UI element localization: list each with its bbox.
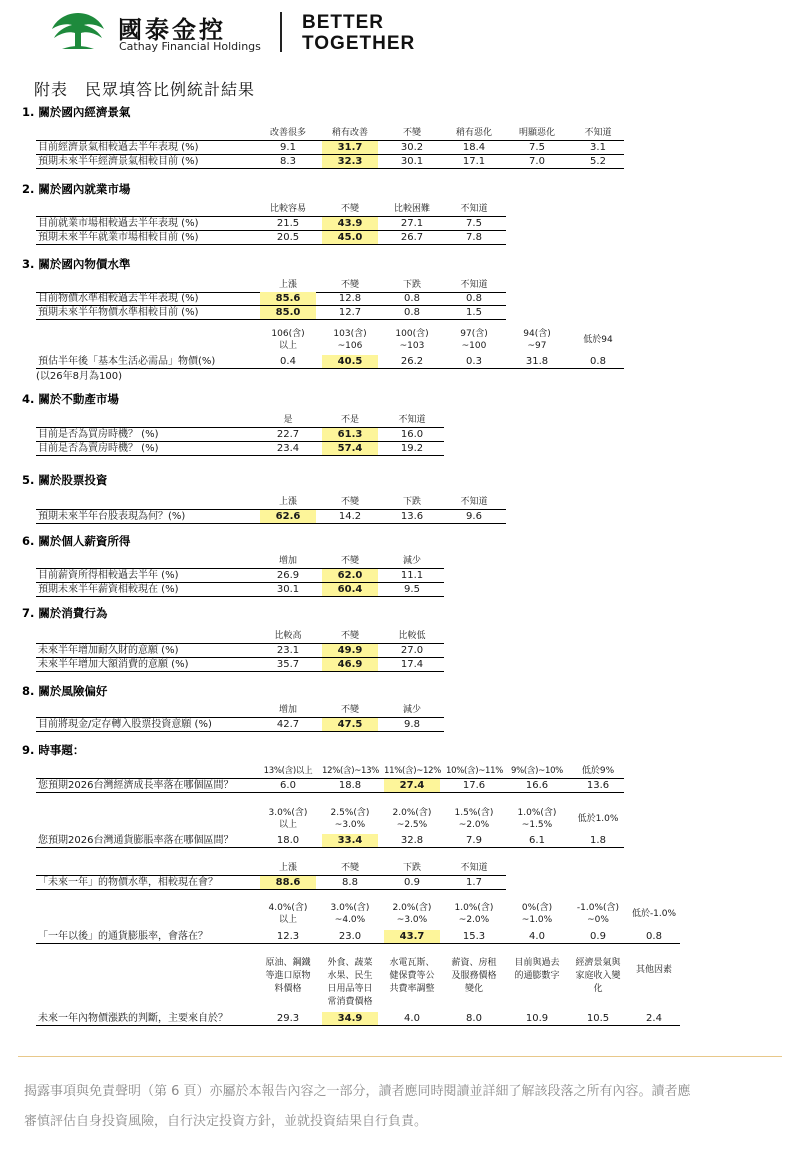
cell-value-highlighted: 47.5 xyxy=(322,718,378,731)
cell-value: 27.1 xyxy=(400,218,424,229)
cell-value: 0.9 xyxy=(590,931,606,942)
cell-value: 12.3 xyxy=(276,931,300,942)
cell-value: 7.5 xyxy=(466,218,482,229)
column-header: 明顯惡化 xyxy=(518,128,555,138)
column-header: 下跌 xyxy=(402,863,421,873)
header-line: 健保費等公 xyxy=(389,971,435,981)
column-header: 比較高 xyxy=(274,631,302,641)
column-header: 不知道 xyxy=(460,863,488,873)
cell-value: 15.3 xyxy=(462,931,486,942)
cell-value-highlighted: 31.7 xyxy=(322,141,378,154)
cell-value-highlighted: 49.9 xyxy=(322,644,378,657)
table-header-row xyxy=(36,704,444,718)
column-header: 不知道 xyxy=(398,415,426,425)
cell-value: 14.2 xyxy=(338,511,362,522)
cell-value: 17.1 xyxy=(462,156,486,167)
cell-value-highlighted: 57.4 xyxy=(322,442,378,455)
column-header xyxy=(316,807,384,831)
column-header: 是 xyxy=(283,415,293,425)
row-label: 預期未來半年就業市場相較目前 (%) xyxy=(38,232,199,243)
table-header-row xyxy=(36,496,506,510)
row-label: 未來半年增加耐久財的意願 (%) xyxy=(38,645,179,656)
header-line: 2.0%(含) xyxy=(392,903,432,913)
table-row xyxy=(36,779,624,793)
header-line: 外食、蔬菜 xyxy=(327,958,373,968)
cell-value-highlighted: 60.4 xyxy=(322,583,378,596)
table-row xyxy=(36,231,506,245)
section-heading: 7. 關於消費行為 xyxy=(22,606,108,620)
cell-value: 26.9 xyxy=(276,570,300,581)
cell-value: 1.7 xyxy=(466,877,482,888)
table-row xyxy=(36,510,506,524)
cell-value: 0.3 xyxy=(466,356,482,367)
row-label: 目前將現金/定存轉入股票投資意願 (%) xyxy=(38,719,212,730)
column-header: 12%(含)~13% xyxy=(322,766,380,776)
header-line: 4.0%(含) xyxy=(268,903,308,913)
header-line: 料價格 xyxy=(274,984,302,994)
cell-value-highlighted: 33.4 xyxy=(322,834,378,847)
table-row xyxy=(36,583,444,597)
page-title: 附表 民眾填答比例統計結果 xyxy=(34,80,256,99)
header-line: 的通膨數字 xyxy=(514,971,560,981)
header-line: ~2.5% xyxy=(396,820,428,830)
table-header-row xyxy=(36,862,506,876)
column-header: 不是 xyxy=(340,415,359,425)
table-row xyxy=(36,1012,680,1026)
cell-value: 1.8 xyxy=(590,835,606,846)
cell-value: 30.1 xyxy=(400,156,424,167)
cell-value: 0.8 xyxy=(590,356,606,367)
cell-value: 10.9 xyxy=(525,1013,549,1024)
row-label: 目前就業市場相較過去半年表現 (%) xyxy=(38,218,199,229)
table-row xyxy=(36,428,444,442)
cell-value-highlighted: 46.9 xyxy=(322,658,378,671)
table-row xyxy=(36,834,624,848)
row-label: 預期未來半年台股表現為何？(%) xyxy=(38,511,186,522)
header-line: 1.0%(含) xyxy=(454,903,494,913)
header-line: 低於-1.0% xyxy=(631,909,677,919)
header-line: 0%(含) xyxy=(521,903,553,913)
cell-value: 0.8 xyxy=(404,293,420,304)
cell-value: 4.0 xyxy=(404,1013,420,1024)
cell-value: 0.4 xyxy=(280,356,296,367)
cell-value-highlighted: 88.6 xyxy=(260,876,316,889)
column-header: 不知道 xyxy=(460,280,488,290)
cell-value: 19.2 xyxy=(400,443,424,454)
column-header xyxy=(316,902,384,926)
cell-value: 18.0 xyxy=(276,835,300,846)
column-header: 不變 xyxy=(340,280,359,290)
cell-value: 6.1 xyxy=(529,835,545,846)
table-header-row xyxy=(36,630,444,644)
row-label: 預期未來半年經濟景氣相較目前 (%) xyxy=(38,156,199,167)
cell-value: 30.1 xyxy=(276,584,300,595)
column-header xyxy=(620,964,688,977)
header-line: 1.5%(含) xyxy=(454,808,494,818)
cell-value-highlighted: 62.0 xyxy=(322,569,378,582)
column-header: 不變 xyxy=(340,705,359,715)
column-header xyxy=(620,908,688,920)
row-label: 目前是否為賣房時機？ (%) xyxy=(38,443,159,454)
cell-value: 32.8 xyxy=(400,835,424,846)
header-line: 薪資、房租 xyxy=(451,958,497,968)
cell-value: 7.9 xyxy=(466,835,482,846)
cell-value: 10.5 xyxy=(586,1013,610,1024)
cell-value: 13.6 xyxy=(400,511,424,522)
header-line: 低於1.0% xyxy=(577,814,619,824)
cell-value-highlighted: 62.6 xyxy=(260,510,316,523)
cell-value: 11.1 xyxy=(400,570,424,581)
cell-value: 12.8 xyxy=(338,293,362,304)
column-header xyxy=(503,902,571,926)
cell-value: 5.2 xyxy=(590,156,606,167)
header-line: 家庭收入變 xyxy=(575,971,621,981)
header-line: 2.0%(含) xyxy=(392,808,432,818)
section-heading: 4. 關於不動產市場 xyxy=(22,392,119,406)
header-line: 以上 xyxy=(278,820,297,830)
column-header: 不知道 xyxy=(584,128,612,138)
header-line: 常消費價格 xyxy=(327,997,373,1007)
header-line: 3.0%(含) xyxy=(330,903,370,913)
cell-value: 0.9 xyxy=(404,877,420,888)
row-label: 未來半年增加大額消費的意願 (%) xyxy=(38,659,189,670)
slogan xyxy=(302,12,415,54)
table-row xyxy=(36,644,444,658)
cell-value-highlighted: 40.5 xyxy=(322,355,378,368)
cell-value: 22.7 xyxy=(276,429,300,440)
header-line: 日用品等日 xyxy=(327,984,373,994)
table-header-row xyxy=(36,414,444,428)
table-row xyxy=(36,442,444,456)
section-heading: 5. 關於股票投資 xyxy=(22,473,108,487)
cell-value: 9.1 xyxy=(280,142,296,153)
cell-value: 7.5 xyxy=(529,142,545,153)
slogan-line-1: BETTER xyxy=(302,12,384,33)
column-header: 不知道 xyxy=(460,204,488,214)
row-label: 「一年以後」的通貨膨脹率，會落在？ xyxy=(38,931,208,942)
header-line: 化 xyxy=(593,984,603,994)
table-row xyxy=(36,141,624,155)
cell-value: 9.8 xyxy=(404,719,420,730)
brand-name-english: Cathay Financial Holdings xyxy=(119,40,261,53)
cell-value: 2.4 xyxy=(646,1013,662,1024)
table-header-row xyxy=(36,203,506,217)
header-line: 1.0%(含) xyxy=(517,808,557,818)
header-line: 水果、民生 xyxy=(327,971,373,981)
column-header xyxy=(254,328,322,352)
table-row xyxy=(36,658,444,672)
column-header: 改善很多 xyxy=(269,128,306,138)
table-row xyxy=(36,876,506,890)
header-line: ~106 xyxy=(337,341,363,351)
column-header: 下跌 xyxy=(402,497,421,507)
column-header: 稍有惡化 xyxy=(455,128,492,138)
header-line: 水電瓦斯、 xyxy=(389,958,435,968)
column-header xyxy=(254,807,322,831)
header-line: 2.5%(含) xyxy=(330,808,370,818)
header-line: -1.0%(含) xyxy=(576,903,620,913)
column-header xyxy=(378,957,446,996)
column-header: 不變 xyxy=(340,863,359,873)
column-header: 增加 xyxy=(278,705,297,715)
column-header: 10%(含)~11% xyxy=(446,766,504,776)
header-line: 103(含) xyxy=(333,329,367,339)
cell-value: 35.7 xyxy=(276,659,300,670)
row-label: 您預期2026台灣通貨膨脹率落在哪個區間？ xyxy=(38,835,234,846)
column-header: 9%(含)~10% xyxy=(511,766,563,776)
cathay-tree-logo-icon xyxy=(48,11,108,53)
cell-value: 8.3 xyxy=(280,156,296,167)
cell-value: 29.3 xyxy=(276,1013,300,1024)
header-line: ~4.0% xyxy=(334,915,366,925)
row-label: 「未來一年」的物價水準，相較現在會？ xyxy=(38,877,218,888)
cell-value: 0.8 xyxy=(466,293,482,304)
cell-value: 16.6 xyxy=(525,780,549,791)
column-header xyxy=(440,328,508,352)
header-line: ~97 xyxy=(527,341,547,351)
table-row xyxy=(36,718,444,732)
row-label: 未來一年內物價漲跌的判斷，主要來自於？ xyxy=(38,1013,228,1024)
header-line: 低於94 xyxy=(583,335,613,345)
header-divider xyxy=(280,12,282,52)
column-header: 上漲 xyxy=(278,863,297,873)
column-header: 不變 xyxy=(340,497,359,507)
header-line: ~3.0% xyxy=(334,820,366,830)
header-line: 97(含) xyxy=(460,329,488,339)
column-header xyxy=(503,807,571,831)
header-line: 原油、鋼鐵 xyxy=(265,958,311,968)
cell-value-highlighted: 43.7 xyxy=(384,930,440,943)
cell-value-highlighted: 34.9 xyxy=(322,1012,378,1025)
cell-value: 18.4 xyxy=(462,142,486,153)
cell-value: 23.4 xyxy=(276,443,300,454)
column-header xyxy=(564,334,632,346)
header-line: ~2.0% xyxy=(458,820,490,830)
table-header-row xyxy=(36,765,624,779)
row-label: 目前薪資所得相較過去半年 (%) xyxy=(38,570,179,581)
column-header xyxy=(440,957,508,996)
table-row xyxy=(36,217,506,231)
column-header xyxy=(316,957,384,1009)
column-header: 上漲 xyxy=(278,280,297,290)
column-header: 不知道 xyxy=(460,497,488,507)
cell-value: 12.7 xyxy=(338,307,362,318)
cell-value-highlighted: 85.0 xyxy=(260,306,316,319)
column-header: 11%(含)~12% xyxy=(384,766,442,776)
header-line: ~2.0% xyxy=(458,915,490,925)
section-heading: 6. 關於個人薪資所得 xyxy=(22,534,131,548)
header-line: 共費率調整 xyxy=(389,984,435,994)
section-heading: 1. 關於國內經濟景氣 xyxy=(22,105,131,119)
cell-value: 7.8 xyxy=(466,232,482,243)
cell-value: 0.8 xyxy=(646,931,662,942)
header-line: ~1.5% xyxy=(521,820,553,830)
column-header: 比較容易 xyxy=(269,204,306,214)
cell-value: 3.1 xyxy=(590,142,606,153)
disclaimer-line-1: 揭露事項與免責聲明（第 6 頁）亦屬於本報告內容之一部分，讀者應同時閱讀並詳細了解該段落之所有內容。讀者應 xyxy=(24,1084,691,1099)
cell-value-highlighted: 27.4 xyxy=(384,779,440,792)
cell-value: 42.7 xyxy=(276,719,300,730)
column-header xyxy=(254,902,322,926)
cell-value: 16.0 xyxy=(400,429,424,440)
column-header: 稍有改善 xyxy=(331,128,368,138)
column-header: 不變 xyxy=(402,128,421,138)
header-line: 94(含) xyxy=(523,329,551,339)
column-header xyxy=(378,902,446,926)
disclaimer xyxy=(24,1077,784,1137)
row-label: 目前物價水準相較過去半年表現 (%) xyxy=(38,293,199,304)
header-line: 及服務價格 xyxy=(451,971,497,981)
base-period-note: (以26年8月為100) xyxy=(36,371,122,382)
cell-value: 8.0 xyxy=(466,1013,482,1024)
column-header: 低於9% xyxy=(581,766,615,776)
section-heading: 9. 時事題： xyxy=(22,743,85,757)
table-row xyxy=(36,569,444,583)
column-header xyxy=(378,807,446,831)
column-header: 下跌 xyxy=(402,280,421,290)
column-header xyxy=(503,328,571,352)
disclaimer-line-2: 審慎評估自身投資風險，自行決定投資方針，並就投資結果自行負責。 xyxy=(24,1114,428,1129)
cell-value: 13.6 xyxy=(586,780,610,791)
cell-value: 26.7 xyxy=(400,232,424,243)
table-row xyxy=(36,355,624,369)
header-line: 以上 xyxy=(278,915,297,925)
cell-value-highlighted: 32.3 xyxy=(322,155,378,168)
cell-value: 21.5 xyxy=(276,218,300,229)
section-heading: 2. 關於國內就業市場 xyxy=(22,182,131,196)
header-line: ~1.0% xyxy=(521,915,553,925)
header-line: 經濟景氣與 xyxy=(575,958,621,968)
cell-value: 9.5 xyxy=(404,584,420,595)
column-header: 不變 xyxy=(340,204,359,214)
row-label: 預估半年後「基本生活必需品」物價(%) xyxy=(38,356,216,367)
column-header xyxy=(440,807,508,831)
header-line: 3.0%(含) xyxy=(268,808,308,818)
header-line: 100(含) xyxy=(395,329,429,339)
row-label: 預期未來半年物價水準相較目前 (%) xyxy=(38,307,199,318)
cell-value: 20.5 xyxy=(276,232,300,243)
section-heading: 3. 關於國內物價水準 xyxy=(22,257,131,271)
header-line: 目前與過去 xyxy=(514,958,560,968)
column-header: 13%(含)以上 xyxy=(263,766,313,776)
header-line: 變化 xyxy=(464,984,483,994)
cell-value: 26.2 xyxy=(400,356,424,367)
cell-value-highlighted: 61.3 xyxy=(322,428,378,441)
column-header: 減少 xyxy=(402,556,421,566)
column-header: 比較低 xyxy=(398,631,426,641)
table-row xyxy=(36,292,506,306)
column-header: 減少 xyxy=(402,705,421,715)
column-header: 增加 xyxy=(278,556,297,566)
cell-value-highlighted: 85.6 xyxy=(260,292,316,305)
cell-value: 17.4 xyxy=(400,659,424,670)
column-header: 比較困難 xyxy=(393,204,430,214)
table-row xyxy=(36,306,506,320)
header-line: ~3.0% xyxy=(396,915,428,925)
brand-name-chinese: 國泰金控 xyxy=(118,16,226,44)
table-header-row xyxy=(36,555,444,569)
cell-value: 6.0 xyxy=(280,780,296,791)
cell-value: 7.0 xyxy=(529,156,545,167)
cell-value: 18.8 xyxy=(338,780,362,791)
cell-value: 0.8 xyxy=(404,307,420,318)
cell-value: 30.2 xyxy=(400,142,424,153)
column-header xyxy=(378,328,446,352)
table-header-row xyxy=(36,127,624,141)
header-line: ~0% xyxy=(587,915,609,925)
header-line: ~100 xyxy=(461,341,487,351)
cell-value: 1.5 xyxy=(466,307,482,318)
cell-value-highlighted: 45.0 xyxy=(322,231,378,244)
cell-value: 4.0 xyxy=(529,931,545,942)
table-row xyxy=(36,155,624,169)
column-header xyxy=(316,328,384,352)
row-label: 目前經濟景氣相較過去半年表現 (%) xyxy=(38,142,199,153)
cell-value: 8.8 xyxy=(342,877,358,888)
header-line: 以上 xyxy=(278,341,297,351)
cell-value: 17.6 xyxy=(462,780,486,791)
footer-divider xyxy=(18,1056,782,1057)
table-row xyxy=(36,930,680,944)
header-line: ~103 xyxy=(399,341,425,351)
header-line: 其他因素 xyxy=(635,964,672,975)
header-line: 106(含) xyxy=(271,329,305,339)
cell-value: 27.0 xyxy=(400,645,424,656)
section-heading: 8. 關於風險偏好 xyxy=(22,684,108,698)
cell-value: 23.0 xyxy=(338,931,362,942)
cell-value-highlighted: 43.9 xyxy=(322,217,378,230)
column-header: 不變 xyxy=(340,556,359,566)
column-header xyxy=(564,813,632,825)
cell-value: 31.8 xyxy=(525,356,549,367)
cell-value: 23.1 xyxy=(276,645,300,656)
cell-value: 9.6 xyxy=(466,511,482,522)
table-header-row xyxy=(36,279,506,293)
column-header xyxy=(254,957,322,996)
row-label: 您預期2026台灣經濟成長率落在哪個區間？ xyxy=(38,780,234,791)
column-header xyxy=(440,902,508,926)
column-header xyxy=(503,957,571,983)
header-line: 等進口原物 xyxy=(265,971,311,981)
column-header: 上漲 xyxy=(278,497,297,507)
row-label: 目前是否為買房時機？ (%) xyxy=(38,429,159,440)
slogan-line-2: TOGETHER xyxy=(302,33,416,54)
column-header: 不變 xyxy=(340,631,359,641)
row-label: 預期未來半年薪資相較現在 (%) xyxy=(38,584,179,595)
